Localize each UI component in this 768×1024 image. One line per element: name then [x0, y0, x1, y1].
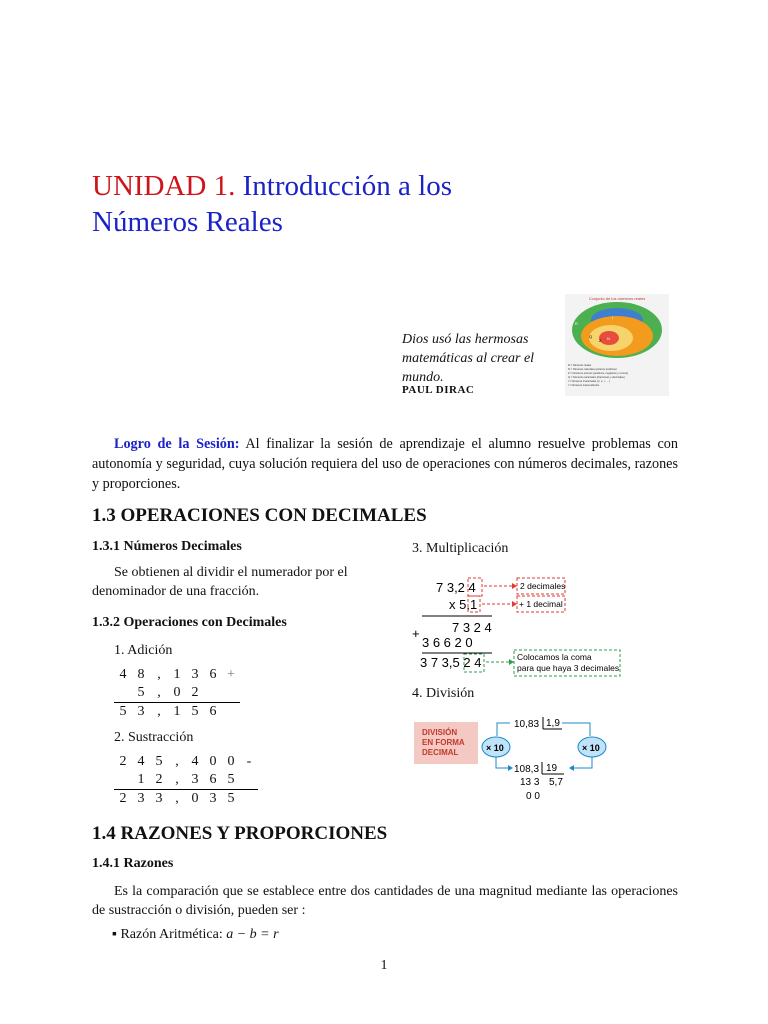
table-cell: 8: [137, 667, 145, 682]
table-cell: ,: [175, 754, 179, 769]
bullet-item-arithmetic-ratio: [112, 925, 279, 944]
table-row: [114, 790, 258, 809]
division-label: 4. División: [412, 686, 475, 701]
division-remainder-2: 0 0: [526, 791, 540, 802]
subtraction-table: [114, 753, 258, 808]
table-cell: 3: [150, 790, 168, 809]
table-cell: 5: [114, 703, 132, 722]
session-goal-paragraph: [92, 434, 678, 494]
table-cell: 3: [132, 703, 150, 722]
table-cell: 5: [155, 754, 163, 769]
division-new-divisor: 19: [546, 763, 558, 774]
unit-label: UNIDAD 1.: [92, 170, 236, 202]
venn-legend-item: Q = Números racionales (fracciones y decimales): [568, 376, 625, 379]
mult-note-comma-1: Colocamos la coma: [517, 652, 592, 662]
table-cell: 6: [204, 703, 222, 722]
table-cell: ,: [157, 685, 161, 700]
table-cell: 3: [191, 667, 199, 682]
table-row: [114, 753, 258, 771]
table-cell: [240, 790, 258, 809]
mult-partial-2: 3 6 6 2 0: [422, 635, 473, 650]
real-numbers-venn-figure: [565, 294, 669, 396]
table-cell: 5: [222, 790, 240, 809]
table-cell: 0: [186, 790, 204, 809]
division-figure: [412, 712, 622, 804]
table-row: [114, 771, 258, 790]
table-cell: 6: [209, 667, 217, 682]
venn-legend-item: Z = Números enteros (positivos, negativos y el cero): [568, 372, 629, 375]
decimals-definition: Se obtienen al dividir el numerador por el denominador de una fracción.: [92, 565, 348, 599]
table-row: [114, 703, 240, 722]
bullet-icon: ▪: [112, 927, 117, 942]
table-cell: 2: [114, 790, 132, 809]
venn-label-z: Z: [599, 338, 602, 343]
table-cell: 2: [119, 754, 127, 769]
addition-table: [114, 666, 240, 721]
table-cell: 4: [119, 667, 127, 682]
table-cell: 0: [209, 754, 217, 769]
table-cell: 1: [168, 703, 186, 722]
table-cell: ,: [175, 772, 179, 787]
bullet-formula: a − b = r: [226, 927, 279, 942]
ratios-definition: Es la comparación que se establece entre dos cantidades de una magnitud mediante las operaciones de sustracción o división, pueden ser :: [92, 884, 678, 918]
venn-legend-item: I = Números irracionales (π, e, √, ...): [568, 380, 610, 383]
epigraph-quote: Dios usó las hermosas matemáticas al crear el mundo.: [402, 332, 535, 385]
venn-legend-item: R = Números reales: [568, 364, 592, 367]
multiplication-label: 3. Multiplicación: [412, 541, 509, 556]
table-cell: [222, 703, 240, 722]
page-title: [92, 168, 452, 240]
table-cell: 0: [227, 754, 235, 769]
table-cell: 1: [173, 667, 181, 682]
subsection-heading-1-3-2: 1.3.2 Operaciones con Decimales: [92, 615, 287, 630]
table-cell: 4: [137, 754, 145, 769]
table-cell: ,: [168, 790, 186, 809]
title-line2: Números Reales: [92, 206, 283, 238]
division-box-line1: DIVISIÓN: [422, 728, 458, 737]
table-cell: 5: [186, 703, 204, 722]
table-cell: [240, 771, 258, 790]
mult-note-comma-2: para que haya 3 decimales: [517, 663, 620, 673]
division-box-line2: EN FORMA: [422, 738, 465, 747]
table-cell: 3: [204, 790, 222, 809]
table-cell: [114, 771, 132, 790]
title-line1: Introducción a los: [242, 170, 453, 202]
subtraction-label: 2. Sustracción: [114, 730, 194, 745]
table-cell: 5: [227, 772, 235, 787]
mult-plus-sign: +: [412, 626, 420, 641]
bullet-label: Razón Aritmética:: [120, 927, 223, 942]
table-row: [114, 666, 240, 684]
venn-label-i: I: [612, 315, 614, 320]
table-cell: 3: [191, 772, 199, 787]
venn-label-n: N: [607, 336, 610, 341]
epigraph-author: PAUL DIRAC: [402, 384, 475, 396]
table-cell: +: [227, 667, 235, 682]
addition-label: 1. Adición: [114, 643, 173, 658]
table-row: [114, 684, 240, 703]
division-times-ten-right: × 10: [582, 743, 600, 753]
division-top-dividend: 10,83: [514, 719, 540, 730]
table-cell: [114, 684, 132, 703]
table-cell: 6: [209, 772, 217, 787]
division-quotient: 5,7: [549, 777, 563, 788]
division-top-divisor: 1,9: [546, 718, 560, 729]
venn-title: Conjunto de los números reales: [588, 296, 646, 301]
mult-operand-1: 7 3,2 4: [436, 580, 476, 595]
table-cell: [222, 684, 240, 703]
session-goal-text: Al finalizar la sesión de aprendizaje el alumno resuelve problemas con autonomía y seguridad, cuya solución requiera del uso de operaciones con números decimales, razones y proporciones.: [92, 436, 678, 492]
division-box-line3: DECIMAL: [422, 748, 459, 757]
section-heading-1-4: 1.4 RAZONES Y PROPORCIONES: [92, 823, 388, 844]
venn-legend-item: N = Números naturales (enteros positivos): [568, 368, 617, 371]
table-cell: -: [246, 754, 252, 769]
section-heading-1-3: 1.3 OPERACIONES CON DECIMALES: [92, 505, 427, 526]
session-goal-label: Logro de la Sesión:: [114, 436, 240, 452]
table-cell: 3: [132, 790, 150, 809]
mult-result: 3 7 3,5 2 4: [420, 655, 482, 670]
mult-note-decimals: 2 decimales: [520, 581, 566, 591]
division-times-ten-left: × 10: [486, 743, 504, 753]
table-cell: 2: [155, 772, 163, 787]
table-cell: ,: [150, 703, 168, 722]
multiplication-figure: [412, 570, 624, 682]
subsection-heading-1-3-1: 1.3.1 Números Decimales: [92, 539, 242, 554]
mult-partial-1: 7 3 2 4: [452, 620, 492, 635]
table-cell: [204, 684, 222, 703]
page-number: 1: [380, 958, 388, 973]
table-cell: 5: [137, 685, 145, 700]
table-cell: 1: [137, 772, 145, 787]
subsection-heading-1-4-1: 1.4.1 Razones: [92, 856, 174, 871]
division-remainder-1: 13 3: [520, 777, 540, 788]
mult-operand-2: x 5,1: [449, 597, 478, 612]
table-cell: 2: [191, 685, 199, 700]
venn-label-r: R: [575, 321, 578, 326]
venn-label-q: Q: [589, 334, 593, 339]
mult-note-plus-one: + 1 decimal: [519, 599, 563, 609]
table-cell: 4: [191, 754, 199, 769]
table-cell: 0: [173, 685, 181, 700]
venn-legend-item: I = Números trascendentes: [568, 384, 600, 387]
table-cell: ,: [157, 667, 161, 682]
division-new-dividend: 108,3: [514, 764, 540, 775]
